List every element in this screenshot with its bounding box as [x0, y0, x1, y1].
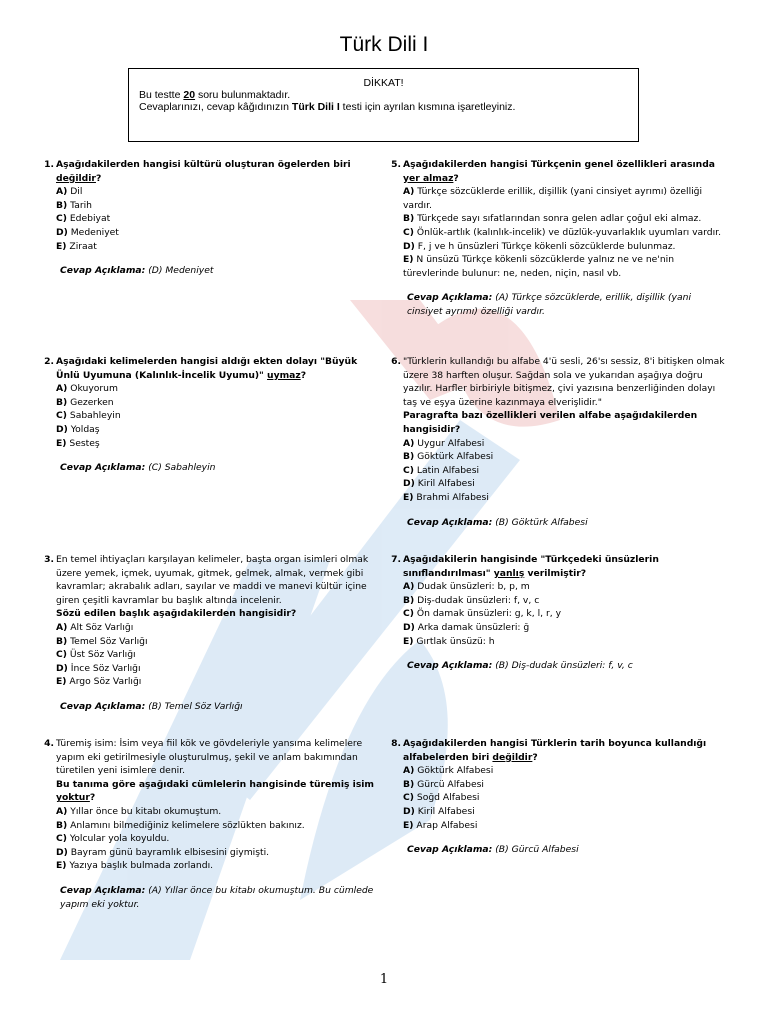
option-a: A) Uygur Alfabesi	[403, 437, 485, 449]
option-b: B) Göktürk Alfabesi	[403, 451, 494, 463]
question-stem: Aşağıdakilerin hangisinde "Türkçedeki ünsüzlerin sınıflandırılması" yanlış verilmiştir?	[403, 554, 659, 579]
option-b: B) Gezerken	[56, 396, 114, 408]
option-c: C) Latin Alfabesi	[403, 464, 480, 476]
option-d: D) Arka damak ünsüzleri: ğ	[403, 621, 530, 633]
notice-line-1: Bu testte 20 soru bulunmaktadır.	[139, 89, 291, 101]
option-d: D) Kiril Alfabesi	[403, 478, 475, 490]
answer-explanation: Cevap Açıklama: (A) Yıllar önce bu kitabı okumuştum. Bu cümlede yapım eki yoktur.	[60, 884, 374, 910]
question-6: 6. "Türklerin kullandığı bu alfabe 4'ü sesli, 26'sı sessiz, 8'i bitişken olmak üzere 38 harften oluşur. Sağdan sola ve yukarıdan aşağıya doğru yazılır. Harfler birbiriyle bitişmez, çivi yazısına benzerliğinden dolayı taş ve eşya üzerine kazınmaya elverişlidir." Paragrafta bazı özellikleri verilen alfabe aşağıdakilerden hangisidir? A) Uygur Alfabesi B) Göktürk Alfabesi C) Latin Alfabesi D) Kiril Alfabesi E) Brahmi Alfabesi Cevap Açıklama: (B) Göktürk Alfabesi	[391, 356, 725, 528]
question-1: 1. Aşağıdakilerden hangisi kültürü oluşturan ögelerden biri değildir? A) Dil B) Tarih C) Edebiyat D) Medeniyet E) Ziraat Cevap Açıklama: (D) Medeniyet	[56, 158, 378, 278]
question-5: 5. Aşağıdakilerden hangisi Türkçenin genel özellikleri arasında yer almaz? A) Türkçe sözcüklerde erillik, dişillik (yani cinsiyet ayrımı) özelliği vardır. B) Türkçede sayı sıfatlarından sonra gelen adlar çoğul eki almaz. C) Önlük-artlık (kalınlık-incelik) ve düzlük-yuvarlaklık uyumları vardır. D) F, j ve h ünsüzleri Türkçe kökenli sözcüklerde bulunmaz. E) N ünsüzü Türkçe kökenli sözcüklerde yalnız ne ve ne'nin türevlerinde bulunur: ne, neden, niçin, nasıl vb. Cevap Açıklama: (A) Türkçe sözcüklerde, erillik, dişillik (yani cinsiyet ayrımı) özelliği vardır.	[403, 158, 725, 319]
question-stem: Aşağıdaki kelimelerden hangisi aldığı ekten dolayı "Büyük Ünlü Uyumuna (Kalınlık-İncelik Uyumu)" uymaz?	[56, 356, 358, 381]
answer-explanation: Cevap Açıklama: (B) Diş-dudak ünsüzleri: f, v, c	[407, 660, 633, 672]
page-title: Türk Dili I	[339, 33, 429, 56]
question-passage: "Türklerin kullandığı bu alfabe 4'ü sesli, 26'sı sessiz, 8'i bitişken olmak üzere 38 harften oluşur. Sağdan sola ve yukarıdan aşağıya doğru yazılır. Harfler birbiriyle bitişmez, çivi yazısına benzerliğinden dolayı taş ve eşya üzerine kazınmaya elverişlidir."	[403, 356, 725, 408]
question-stem: Aşağıdakilerden hangisi Türklerin tarih boyunca kullandığı alfabelerden biri değildir?	[403, 738, 707, 763]
answer-explanation: Cevap Açıklama: (B) Göktürk Alfabesi	[407, 516, 588, 528]
option-a: A) Göktürk Alfabesi	[403, 765, 494, 777]
question-8: 8. Aşağıdakilerden hangisi Türklerin tarih boyunca kullandığı alfabelerden biri değildir? A) Göktürk Alfabesi B) Gürcü Alfabesi C) Soğd Alfabesi D) Kiril Alfabesi E) Arap Alfabesi Cevap Açıklama: (B) Gürcü Alfabesi	[403, 737, 725, 857]
answer-explanation: Cevap Açıklama: (C) Sabahleyin	[60, 462, 216, 474]
notice-heading: DİKKAT!	[363, 77, 404, 89]
notice-line-2: Cevaplarınızı, cevap kâğıdınızın Türk Dili I testi için ayrılan kısmına işaretleyiniz.	[139, 101, 516, 113]
answer-explanation: Cevap Açıklama: (D) Medeniyet	[60, 265, 214, 277]
question-4: 4. Türemiş isim: İsim veya fiil kök ve gövdeleriyle yansıma kelimelere yapım eki getirilmesiyle oluşturulmuş, şekil ve anlam bakımından türetilen yeni isimlere denir. Bu tanıma göre aşağıdaki cümlelerin hangisinde türemiş isim yoktur? A) Yıllar önce bu kitabı okumuştum. B) Anlamını bilmediğiniz kelimelere sözlükten bakınız. C) Yolcular yola koyuldu. D) Bayram günü bayramlık elbisesini giymişti. E) Yazıya başlık bulmada zorlandı. Cevap Açıklama: (A) Yıllar önce bu kitabı okumuştum. Bu cümlede yapım eki yoktur.	[56, 737, 378, 911]
option-c: C) Yolcular yola koyuldu.	[56, 833, 170, 845]
option-e: E) Arap Alfabesi	[403, 819, 478, 831]
option-b: B) Diş-dudak ünsüzleri: f, v, c	[403, 594, 540, 606]
question-3: 3. En temel ihtiyaçları karşılayan kelimeler, başta organ isimleri olmak üzere yemek, içmek, uyumak, gitmek, gelmek, almak, vermek gibi kavramlar; akrabalık adları, sayılar ve maddi ve manevi kültür içine giren çeşitli kavramlar bu başlık altında incelenir. Sözü edilen başlık aşağıdakilerden hangisidir? A) Alt Söz Varlığı B) Temel Söz Varlığı C) Üst Söz Varlığı D) İnce Söz Varlığı E) Argo Söz Varlığı Cevap Açıklama: (B) Temel Söz Varlığı	[56, 553, 378, 714]
option-c: C) Sabahleyin	[56, 410, 121, 422]
option-d: D) Bayram günü bayramlık elbisesini giymişti.	[56, 846, 270, 858]
option-e: E) Brahmi Alfabesi	[403, 491, 489, 503]
question-2: 2. Aşağıdaki kelimelerden hangisi aldığı ekten dolayı "Büyük Ünlü Uyumuna (Kalınlık-İncelik Uyumu)" uymaz? A) Okuyorum B) Gezerken C) Sabahleyin D) Yoldaş E) Sesteş Cevap Açıklama: (C) Sabahleyin	[56, 355, 378, 475]
option-a: A) Yıllar önce bu kitabı okumuştum.	[56, 805, 222, 817]
option-b: B) Temel Söz Varlığı	[56, 635, 148, 647]
question-7: 7. Aşağıdakilerin hangisinde "Türkçedeki ünsüzlerin sınıflandırılması" yanlış verilmiştir? A) Dudak ünsüzleri: b, p, m B) Diş-dudak ünsüzleri: f, v, c C) Ön damak ünsüzleri: g, k, l, r, y D) Arka damak ünsüzleri: ğ E) Gırtlak ünsüzü: h Cevap Açıklama: (B) Diş-dudak ünsüzleri: f, v, c	[403, 553, 725, 673]
answer-explanation: Cevap Açıklama: (B) Temel Söz Varlığı	[60, 700, 243, 712]
page-number: 1	[379, 972, 389, 987]
question-stem: Aşağıdakilerden hangisi Türkçenin genel özellikleri arasında yer almaz?	[403, 159, 716, 184]
question-passage: Türemiş isim: İsim veya fiil kök ve gövdeleriyle yansıma kelimelere yapım eki getirilmesiyle oluşturulmuş, şekil ve anlam bakımından türetilen yeni isimlere denir.	[56, 738, 363, 777]
option-e: E) Sesteş	[56, 437, 100, 449]
question-prompt: Sözü edilen başlık aşağıdakilerden hangisidir?	[56, 608, 297, 620]
option-e: E) N ünsüzü Türkçe kökenli sözcüklerde yalnız ne ve ne'nin türevlerinde bulunur: ne, neden, niçin, nasıl vb.	[403, 254, 675, 279]
option-e: E) Gırtlak ünsüzü: h	[403, 635, 495, 647]
option-c: C) Soğd Alfabesi	[403, 792, 480, 804]
option-b: B) Gürcü Alfabesi	[403, 778, 484, 790]
option-e: E) Yazıya başlık bulmada zorlandı.	[56, 860, 214, 872]
option-d: D) F, j ve h ünsüzleri Türkçe kökenli sözcüklerde bulunmaz.	[403, 240, 676, 252]
option-b: B) Tarih	[56, 199, 92, 211]
question-prompt: Paragrafta bazı özellikleri verilen alfabe aşağıdakilerden hangisidir?	[403, 410, 698, 435]
option-d: D) Yoldaş	[56, 423, 100, 435]
answer-explanation: Cevap Açıklama: (B) Gürcü Alfabesi	[407, 844, 579, 856]
question-passage: En temel ihtiyaçları karşılayan kelimeler, başta organ isimleri olmak üzere yemek, içmek, uyumak, gitmek, gelmek, almak, vermek gibi kavramlar; akrabalık adları, sayılar ve maddi ve manevi kültür içine giren çeşitli kavramlar bu başlık altında incelenir.	[56, 554, 369, 606]
question-stem: Aşağıdakilerden hangisi kültürü oluşturan ögelerden biri değildir?	[56, 159, 351, 184]
option-d: D) İnce Söz Varlığı	[56, 662, 141, 674]
option-d: D) Kiril Alfabesi	[403, 805, 475, 817]
option-d: D) Medeniyet	[56, 226, 119, 238]
option-c: C) Üst Söz Varlığı	[56, 649, 136, 661]
option-e: E) Ziraat	[56, 240, 97, 252]
option-a: A) Alt Söz Varlığı	[56, 621, 134, 633]
option-e: E) Argo Söz Varlığı	[56, 676, 142, 688]
option-a: A) Dil	[56, 186, 83, 198]
option-b: B) Anlamını bilmediğiniz kelimelere sözlükten bakınız.	[56, 819, 305, 831]
question-prompt: Bu tanıma göre aşağıdaki cümlelerin hangisinde türemiş isim yoktur?	[56, 778, 375, 804]
option-c: C) Önlük-artlık (kalınlık-incelik) ve düzlük-yuvarlaklık uyumları vardır.	[403, 226, 722, 238]
notice-box	[128, 68, 639, 142]
option-c: C) Edebiyat	[56, 213, 111, 225]
option-a: A) Dudak ünsüzleri: b, p, m	[403, 581, 530, 593]
option-b: B) Türkçede sayı sıfatlarından sonra gelen adlar çoğul eki almaz.	[403, 213, 702, 225]
option-a: A) Okuyorum	[56, 383, 118, 395]
answer-explanation: Cevap Açıklama: (A) Türkçe sözcüklerde, erillik, dişillik (yani cinsiyet ayrımı) özelliği vardır.	[407, 292, 691, 317]
option-a: A) Türkçe sözcüklerde erillik, dişillik (yani cinsiyet ayrımı) özelliği vardır.	[403, 186, 703, 211]
option-c: C) Ön damak ünsüzleri: g, k, l, r, y	[403, 608, 562, 620]
